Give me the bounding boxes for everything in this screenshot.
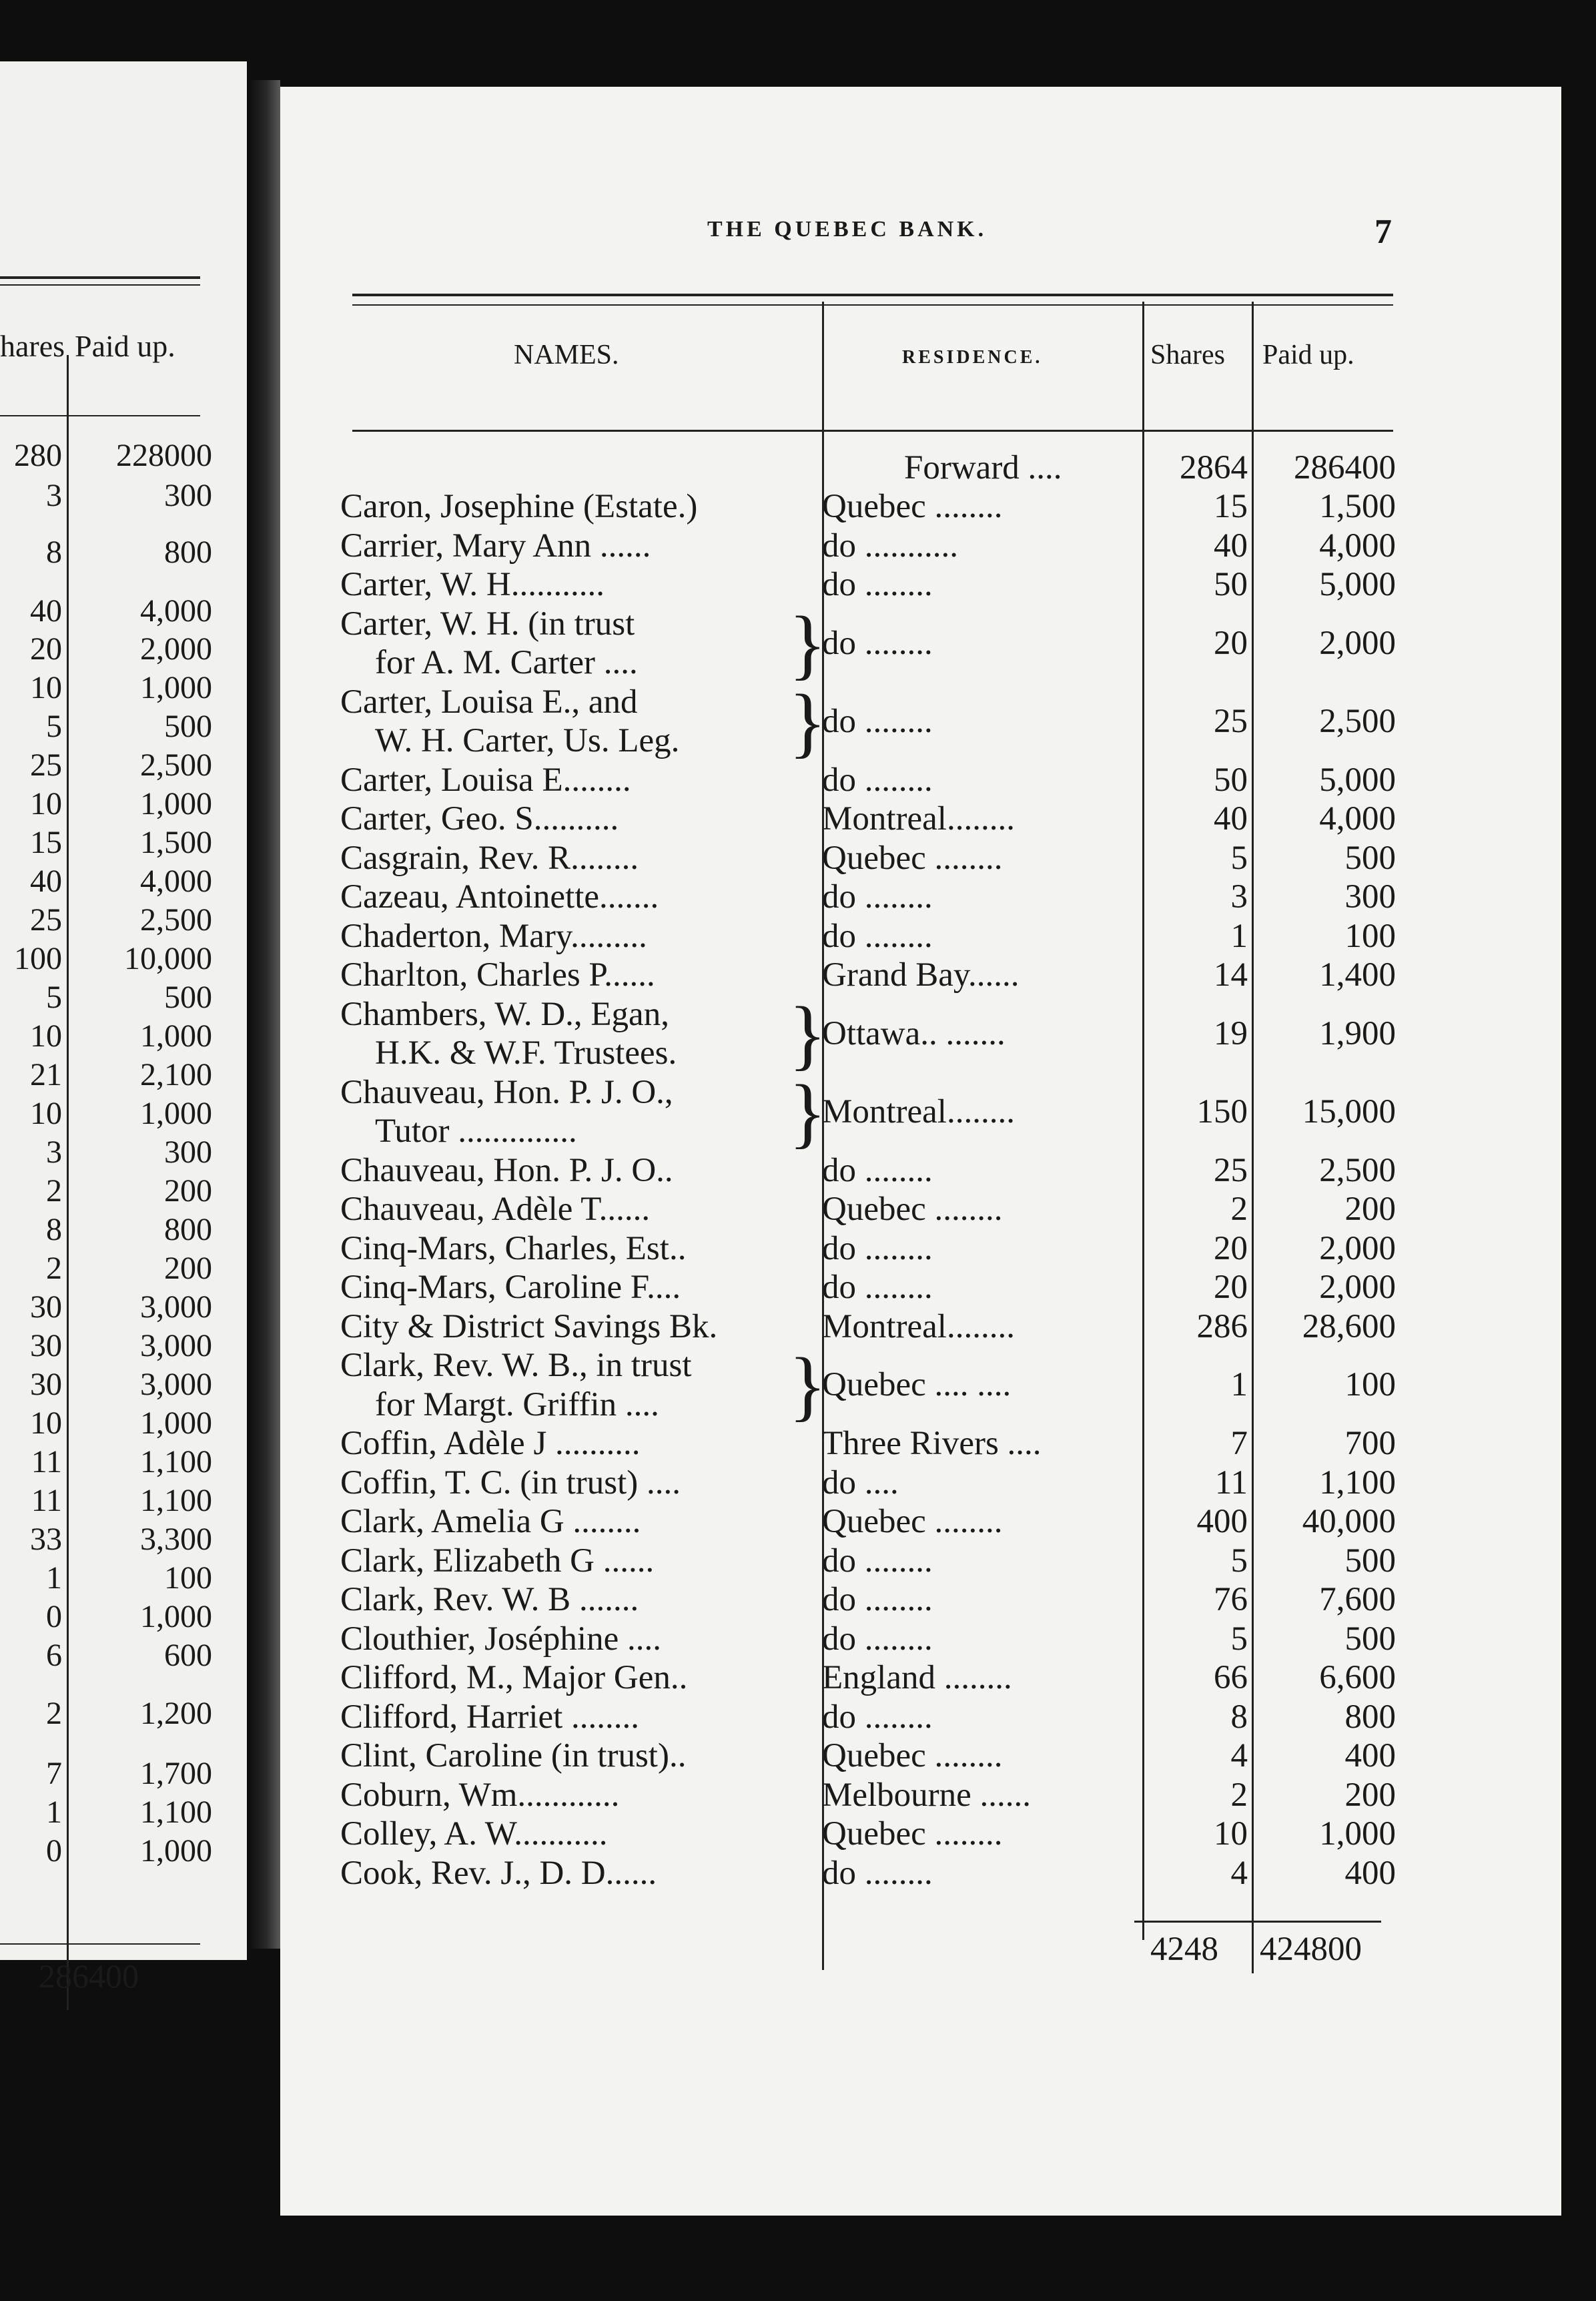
shares-cell: 14: [1214, 956, 1248, 994]
paid-cell: 2,000: [1319, 1229, 1396, 1267]
residence-cell: do ........: [822, 624, 933, 662]
shares-cell: 40: [1214, 800, 1248, 838]
left-paid-cell: 1,000: [140, 670, 212, 705]
left-shares-cell: 11: [31, 1483, 62, 1518]
running-head: THE QUEBEC BANK.: [707, 217, 987, 242]
left-shares-cell: 40: [30, 864, 62, 899]
left-paid-cell: 1,000: [140, 1599, 212, 1634]
paid-cell: 1,900: [1319, 1014, 1396, 1052]
shareholder-name-line1: Casgrain, Rev. R........: [340, 839, 639, 877]
left-shares-cell: 1: [46, 1794, 62, 1830]
paid-cell: 6,600: [1319, 1659, 1396, 1696]
shareholder-row: [0, 1307, 1596, 1347]
shareholder-name-line1: Clint, Caroline (in trust)..: [340, 1737, 687, 1774]
paid-cell: 100: [1344, 1366, 1396, 1403]
names-column-header: NAMES.: [514, 340, 619, 370]
shareholder-row: [0, 1268, 1596, 1307]
shareholder-row: [0, 1542, 1596, 1581]
paid-cell: 4,000: [1319, 800, 1396, 838]
residence-cell: Quebec .... ....: [822, 1366, 1012, 1403]
residence-cell: do ........: [822, 917, 933, 955]
shareholder-name-line1: Charlton, Charles P......: [340, 956, 655, 994]
shares-cell: 286: [1196, 1307, 1248, 1345]
shares-cell: 25: [1214, 1151, 1248, 1189]
residence-cell: do ........: [822, 702, 933, 740]
shareholder-name: [340, 1776, 807, 1815]
shareholder-row: [0, 487, 1596, 527]
shareholder-name: [340, 1424, 807, 1463]
residence-cell: do ...........: [822, 527, 958, 565]
paid-cell: 100: [1344, 917, 1396, 955]
shareholder-name-line1: Cazeau, Antoinette.......: [340, 878, 659, 916]
shares-cell: 20: [1214, 624, 1248, 662]
residence-cell: Ottawa.. .......: [822, 1014, 1006, 1052]
shareholder-row: [0, 761, 1596, 800]
shares-cell: 50: [1214, 761, 1248, 799]
left-total-paid: 286400: [39, 1957, 139, 1995]
left-shares-cell: 30: [30, 1289, 62, 1325]
residence-cell: do ........: [822, 1581, 933, 1618]
paid-cell: 40,000: [1302, 1503, 1396, 1540]
left-shares-cell: 25: [30, 902, 62, 938]
shareholder-name-line1: Cinq-Mars, Caroline F....: [340, 1269, 681, 1306]
shareholder-name-line1: Carter, Louisa E., and: [340, 683, 638, 721]
shareholder-row: [0, 1658, 1596, 1698]
residence-cell: do ........: [822, 1620, 933, 1658]
shareholder-name-line1: Chauveau, Adèle T......: [340, 1191, 651, 1228]
paid-cell: 1,500: [1319, 488, 1396, 525]
paid-cell: 15,000: [1302, 1092, 1396, 1130]
shares-cell: 1: [1230, 917, 1248, 955]
shareholder-name: [340, 995, 807, 1073]
shareholder-name: [340, 1620, 807, 1659]
residence-cell: do ........: [822, 566, 933, 603]
shares-cell: 4: [1230, 1737, 1248, 1774]
left-paid-cell: 4,000: [140, 593, 212, 629]
left-shares-cell: 15: [30, 825, 62, 860]
left-shares-cell: 3: [46, 1134, 62, 1170]
shareholder-name: [340, 1658, 807, 1698]
brace-mark: }: [789, 1341, 827, 1429]
paid-cell: 300: [1344, 878, 1396, 916]
residence-cell: Quebec ........: [822, 839, 1003, 877]
shareholder-name-line1: Carter, Louisa E........: [340, 761, 631, 799]
shareholder-name: [340, 1854, 807, 1893]
shareholder-name-line1: Caron, Josephine (Estate.): [340, 488, 698, 525]
shareholder-name: [340, 487, 807, 527]
shares-cell: 1: [1230, 1366, 1248, 1403]
left-paid-cell: 1,100: [140, 1794, 212, 1830]
shareholder-name-line1: City & District Savings Bk.: [340, 1307, 718, 1345]
left-paid-cell: 228000: [116, 438, 212, 473]
shareholder-name: [340, 839, 807, 878]
left-shares-cell: 6: [46, 1638, 62, 1673]
residence-cell: Melbourne ......: [822, 1776, 1032, 1814]
shareholder-name-line2: H.K. & W.F. Trustees.: [375, 1034, 677, 1072]
paid-column-header: Paid up.: [1262, 340, 1354, 370]
left-shares-cell: 7: [46, 1756, 62, 1791]
left-shares-cell: 5: [46, 709, 62, 744]
shareholder-name-line1: Clark, Amelia G ........: [340, 1503, 641, 1540]
left-shares-cell: 33: [30, 1522, 62, 1557]
shareholder-name: [340, 1542, 807, 1581]
shareholder-name-line2: W. H. Carter, Us. Leg.: [375, 722, 680, 759]
paid-cell: 200: [1344, 1776, 1396, 1814]
shareholder-name: [340, 1190, 807, 1229]
brace-mark: }: [789, 990, 827, 1078]
shareholder-name-line1: Cook, Rev. J., D. D......: [340, 1854, 657, 1892]
forward-shares: 2864: [1180, 449, 1248, 486]
shareholder-name: [340, 605, 807, 683]
paid-cell: 7,600: [1319, 1581, 1396, 1618]
shares-cell: 4: [1230, 1854, 1248, 1892]
left-shares-cell: 10: [30, 1405, 62, 1441]
residence-cell: Montreal........: [822, 1307, 1015, 1345]
paid-cell: 5,000: [1319, 566, 1396, 603]
paid-cell: 4,000: [1319, 527, 1396, 565]
paid-cell: 1,400: [1319, 956, 1396, 994]
shares-cell: 66: [1214, 1659, 1248, 1696]
shareholder-name-line1: Chauveau, Hon. P. J. O..: [340, 1151, 673, 1189]
left-paid-cell: 3,300: [140, 1522, 212, 1557]
left-paid-cell: 2,500: [140, 747, 212, 783]
left-shares-cell: 2: [46, 1173, 62, 1209]
left-paid-cell: 1,000: [140, 1096, 212, 1131]
left-paid-cell: 1,100: [140, 1483, 212, 1518]
shareholder-row: [0, 878, 1596, 917]
total-shares: 4248: [1150, 1931, 1218, 1968]
shares-cell: 400: [1196, 1503, 1248, 1540]
left-paid-cell: 2,500: [140, 902, 212, 938]
shareholder-name-line1: Chaderton, Mary.........: [340, 917, 647, 955]
shares-cell: 5: [1230, 839, 1248, 877]
shareholder-name: [340, 1073, 807, 1151]
brace-mark: }: [789, 677, 827, 765]
shareholder-name: [340, 1580, 807, 1620]
shareholder-name-line1: Clifford, M., Major Gen..: [340, 1659, 688, 1696]
shareholder-list: [0, 487, 1596, 1893]
paid-cell: 400: [1344, 1854, 1396, 1892]
shareholder-row: [0, 1698, 1596, 1737]
shareholder-name: [340, 761, 807, 800]
left-shares-cell: 0: [46, 1599, 62, 1634]
shares-cell: 20: [1214, 1269, 1248, 1306]
shareholder-name-line1: Coburn, Wm............: [340, 1776, 620, 1814]
shareholder-name: [340, 1346, 807, 1424]
shareholder-name-line1: Carter, W. H. (in trust: [340, 605, 635, 643]
residence-cell: do ........: [822, 1854, 933, 1892]
shareholder-row: [0, 956, 1596, 995]
shareholder-name-line1: Clark, Elizabeth G ......: [340, 1542, 655, 1580]
left-shares-cell: 2: [46, 1696, 62, 1731]
paid-cell: 5,000: [1319, 761, 1396, 799]
shares-cell: 3: [1230, 878, 1248, 916]
left-paid-cell: 1,000: [140, 1833, 212, 1869]
paid-cell: 2,500: [1319, 1151, 1396, 1189]
shareholder-row: [0, 677, 1596, 765]
left-paid-cell: 500: [164, 980, 212, 1015]
paid-cell: 500: [1344, 1542, 1396, 1580]
shareholder-row: [0, 1190, 1596, 1229]
shareholder-row: [0, 1815, 1596, 1854]
left-shares-cell: 11: [31, 1444, 62, 1480]
shareholder-name: [340, 1463, 807, 1503]
left-shares-cell: 30: [30, 1367, 62, 1402]
shares-cell: 11: [1214, 1463, 1248, 1502]
shareholder-name-line2: for Margt. Griffin ....: [375, 1385, 659, 1423]
residence-cell: do ........: [822, 761, 933, 799]
shareholder-row: [0, 527, 1596, 566]
brace-mark: }: [789, 1068, 827, 1156]
paid-cell: 1,000: [1319, 1815, 1396, 1853]
shareholder-name: [340, 527, 807, 566]
left-shares-cell: 3: [46, 478, 62, 513]
top-double-rule: [352, 294, 1393, 296]
left-paid-cell: 2,000: [140, 631, 212, 667]
left-top-rule: [0, 276, 200, 279]
shares-cell: 25: [1214, 702, 1248, 740]
left-paid-cell: 10,000: [124, 941, 212, 976]
totals-rule: [1134, 1921, 1381, 1923]
shareholder-name: [340, 1151, 807, 1191]
left-shares-cell: 2: [46, 1251, 62, 1286]
left-paid-cell: 1,500: [140, 825, 212, 860]
shareholder-row: [0, 1580, 1596, 1620]
left-paid-cell: 300: [164, 1134, 212, 1170]
shareholder-name-line1: Carrier, Mary Ann ......: [340, 527, 651, 565]
left-paid-cell: 3,000: [140, 1289, 212, 1325]
shareholder-name-line2: for A. M. Carter ....: [375, 644, 638, 681]
shares-cell: 8: [1230, 1698, 1248, 1736]
left-paid-header: Paid up.: [75, 329, 175, 363]
shares-cell: 10: [1214, 1815, 1248, 1853]
left-paid-cell: 100: [164, 1560, 212, 1596]
left-shares-cell: 10: [30, 670, 62, 705]
shareholder-name-line1: Colley, A. W...........: [340, 1815, 608, 1853]
left-shares-cell: 100: [14, 941, 62, 976]
page-number: 7: [1374, 213, 1392, 251]
shares-cell: 7: [1230, 1425, 1248, 1462]
shares-cell: 2: [1230, 1776, 1248, 1814]
shares-cell: 2: [1230, 1191, 1248, 1228]
paid-cell: 1,100: [1319, 1463, 1396, 1502]
left-paid-cell: 300: [164, 478, 212, 513]
residence-cell: do ....: [822, 1463, 899, 1502]
left-paid-cell: 3,000: [140, 1367, 212, 1402]
shares-column-header: Shares: [1150, 340, 1225, 370]
residence-cell: do ........: [822, 1698, 933, 1736]
left-paid-cell: 1,000: [140, 786, 212, 821]
shareholder-name: [340, 917, 807, 956]
shareholder-row: [0, 1151, 1596, 1191]
left-shares-cell: 8: [46, 1212, 62, 1247]
shares-cell: 76: [1214, 1581, 1248, 1618]
shareholder-row: [0, 1736, 1596, 1776]
shareholder-name: [340, 565, 807, 605]
left-shares-cell: 20: [30, 631, 62, 667]
shareholder-name-line1: Clark, Rev. W. B .......: [340, 1581, 639, 1618]
residence-cell: Montreal........: [822, 800, 1015, 838]
residence-cell: Quebec ........: [822, 1503, 1003, 1540]
shares-cell: 15: [1214, 488, 1248, 525]
left-shares-cell: 25: [30, 747, 62, 783]
paid-cell: 2,000: [1319, 1269, 1396, 1306]
left-shares-cell: 5: [46, 980, 62, 1015]
forward-paid: 286400: [1294, 449, 1396, 486]
shareholder-name-line1: Chambers, W. D., Egan,: [340, 995, 669, 1033]
residence-cell: Montreal........: [822, 1092, 1015, 1130]
left-paid-cell: 1,700: [140, 1756, 212, 1791]
paid-cell: 500: [1344, 839, 1396, 877]
left-paid-cell: 1,000: [140, 1405, 212, 1441]
shares-cell: 5: [1230, 1620, 1248, 1658]
shares-cell: 20: [1214, 1229, 1248, 1267]
shareholder-name-line1: Coffin, T. C. (in trust) ....: [340, 1463, 681, 1502]
shareholder-name: [340, 1502, 807, 1542]
top-double-rule-2: [352, 304, 1393, 306]
left-shares-cell: 10: [30, 786, 62, 821]
shareholder-name: [340, 1268, 807, 1307]
shareholder-name-line1: Clifford, Harriet ........: [340, 1698, 640, 1736]
left-paid-cell: 500: [164, 709, 212, 744]
shareholder-name: [340, 878, 807, 917]
shareholder-name: [340, 1698, 807, 1737]
left-paid-cell: 4,000: [140, 864, 212, 899]
left-shares-cell: 21: [30, 1057, 62, 1092]
brace-mark: }: [789, 599, 827, 687]
left-paid-cell: 3,000: [140, 1328, 212, 1363]
shareholder-name: [340, 1736, 807, 1776]
shareholder-row: [0, 1776, 1596, 1815]
residence-cell: Quebec ........: [822, 1191, 1003, 1228]
left-paid-cell: 600: [164, 1638, 212, 1673]
shareholder-row: [0, 1463, 1596, 1503]
shares-cell: 150: [1196, 1092, 1248, 1130]
forward-row: [0, 448, 1596, 488]
paid-cell: 500: [1344, 1620, 1396, 1658]
shareholder-row: [0, 799, 1596, 839]
shares-cell: 40: [1214, 527, 1248, 565]
residence-cell: do ........: [822, 878, 933, 916]
left-paid-cell: 2,100: [140, 1057, 212, 1092]
shareholder-name: [340, 683, 807, 761]
left-shares-cell: 1: [46, 1560, 62, 1596]
paid-cell: 2,000: [1319, 624, 1396, 662]
paid-cell: 700: [1344, 1425, 1396, 1462]
shareholder-name-line1: Chauveau, Hon. P. J. O.,: [340, 1073, 673, 1111]
shareholder-row: [0, 1424, 1596, 1463]
left-shares-cell: 8: [46, 535, 62, 570]
paid-cell: 400: [1344, 1737, 1396, 1774]
left-shares-cell: 10: [30, 1018, 62, 1054]
residence-column-header: RESIDENCE.: [902, 347, 1043, 368]
shareholder-row: [0, 1502, 1596, 1542]
left-shares-cell: 10: [30, 1096, 62, 1131]
residence-cell: Quebec ........: [822, 488, 1003, 525]
left-header-rule: [0, 415, 200, 416]
paid-cell: 200: [1344, 1191, 1396, 1228]
shares-cell: 5: [1230, 1542, 1248, 1580]
left-paid-cell: 200: [164, 1173, 212, 1209]
left-paid-cell: 1,200: [140, 1696, 212, 1731]
shareholder-name-line1: Coffin, Adèle J ..........: [340, 1425, 641, 1462]
left-shares-cell: 40: [30, 593, 62, 629]
residence-cell: do ........: [822, 1229, 933, 1267]
residence-cell: Quebec ........: [822, 1737, 1003, 1774]
paid-cell: 28,600: [1302, 1307, 1396, 1345]
shareholder-name: [340, 799, 807, 839]
paid-cell: 800: [1344, 1698, 1396, 1736]
shareholder-name: [340, 1307, 807, 1347]
left-shares-cell: 30: [30, 1328, 62, 1363]
left-shares-header: hares: [0, 329, 65, 363]
left-paid-cell: 200: [164, 1251, 212, 1286]
shareholder-row: [0, 839, 1596, 878]
residence-cell: do ........: [822, 1542, 933, 1580]
left-paid-cell: 800: [164, 1212, 212, 1247]
residence-cell: England ........: [822, 1659, 1012, 1696]
shareholder-row: [0, 599, 1596, 687]
residence-cell: do ........: [822, 1151, 933, 1189]
residence-cell: do ........: [822, 1269, 933, 1306]
shareholder-row: [0, 1854, 1596, 1893]
shareholder-row: [0, 1620, 1596, 1659]
shareholder-name: [340, 956, 807, 995]
shareholder-name-line1: Clark, Rev. W. B., in trust: [340, 1347, 692, 1384]
shareholder-name-line1: Carter, Geo. S..........: [340, 800, 619, 838]
left-paid-cell: 1,100: [140, 1444, 212, 1480]
shareholder-name-line1: Carter, W. H...........: [340, 566, 605, 603]
left-shares-cell: 280: [14, 438, 62, 473]
shareholder-name-line2: Tutor ..............: [375, 1112, 577, 1150]
left-top-rule-2: [0, 284, 200, 286]
shareholder-name-line1: Cinq-Mars, Charles, Est..: [340, 1229, 687, 1267]
paid-cell: 2,500: [1319, 702, 1396, 740]
shares-cell: 19: [1214, 1014, 1248, 1052]
shareholder-name: [340, 1229, 807, 1269]
residence-cell: Three Rivers ....: [822, 1425, 1042, 1462]
left-shares-cell: 0: [46, 1833, 62, 1869]
total-paid: 424800: [1260, 1931, 1362, 1968]
left-paid-cell: 1,000: [140, 1018, 212, 1054]
shareholder-row: [0, 565, 1596, 605]
left-paid-cell: 800: [164, 535, 212, 570]
shareholder-name-line1: Clouthier, Joséphine ....: [340, 1620, 661, 1658]
header-rule: [352, 430, 1393, 432]
shareholder-row: [0, 917, 1596, 956]
forward-label: Forward ....: [904, 449, 1062, 486]
shareholder-row: [0, 1229, 1596, 1269]
left-total-rule: [0, 1943, 200, 1945]
shares-cell: 50: [1214, 566, 1248, 603]
residence-cell: Quebec ........: [822, 1815, 1003, 1853]
residence-cell: Grand Bay......: [822, 956, 1020, 994]
shareholder-name: [340, 1815, 807, 1854]
